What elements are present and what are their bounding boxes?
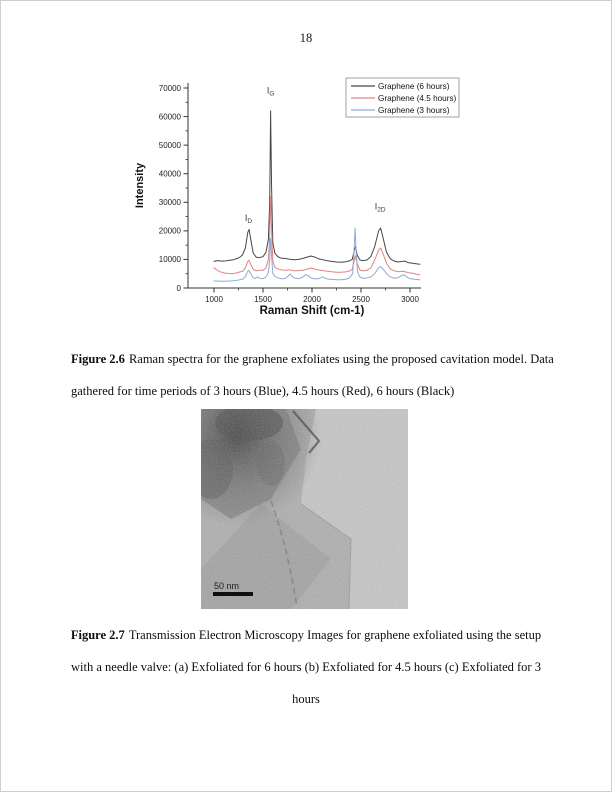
svg-text:50000: 50000 xyxy=(158,140,181,150)
svg-text:10000: 10000 xyxy=(158,255,181,265)
caption-text: Transmission Electron Microscopy Images for graphene exfoliated using the setup xyxy=(128,628,542,642)
legend-entry: Graphene (3 hours) xyxy=(378,105,450,115)
caption-text: Raman spectra for the graphene exfoliates using the proposed cavitation model. Data xyxy=(128,352,554,366)
svg-text:1500: 1500 xyxy=(254,295,272,304)
tem-scale-bar-label: 50 nm xyxy=(214,581,240,591)
caption-line xyxy=(71,343,554,375)
tem-noise-texture xyxy=(201,409,408,609)
legend-entry: Graphene (6 hours) xyxy=(378,81,450,91)
chart-legend xyxy=(346,78,459,117)
figure-2-7-image-area xyxy=(201,409,408,609)
peak-annotation-d: $I_D$ xyxy=(244,212,253,225)
figure-2-6-caption xyxy=(71,343,554,407)
y-axis-label: Intensity xyxy=(134,162,146,209)
caption-line: with a needle valve: (a) Exfoliated for 6 hours (b) Exfoliated for 4.5 hours (c) Exfoliated for 3 xyxy=(71,660,541,674)
svg-text:30000: 30000 xyxy=(158,198,181,208)
legend-entry: Graphene (4.5 hours) xyxy=(378,93,457,103)
figure-2-7-caption xyxy=(63,619,549,715)
caption-line xyxy=(63,619,549,651)
svg-text:1000: 1000 xyxy=(205,295,223,304)
svg-text:20000: 20000 xyxy=(158,226,181,236)
svg-text:60000: 60000 xyxy=(158,112,181,122)
svg-text:2500: 2500 xyxy=(352,295,370,304)
series-graphene-6-hours- xyxy=(214,111,420,264)
series-graphene-3-hours- xyxy=(214,228,420,281)
tem-image xyxy=(201,409,408,609)
figure-2-6-chart-area xyxy=(129,57,469,329)
svg-text:70000: 70000 xyxy=(158,83,181,93)
peak-annotation-g: $I_G$ xyxy=(266,85,275,98)
figure-2-7-label: Figure 2.7 xyxy=(70,628,125,642)
raman-spectra-chart xyxy=(129,57,469,329)
tem-scale-bar xyxy=(213,592,253,596)
series-graphene-4-5-hours- xyxy=(214,197,420,275)
peak-annotation-2d: $I_{2D}$ xyxy=(374,201,386,214)
svg-text:40000: 40000 xyxy=(158,169,181,179)
figure-2-6-label: Figure 2.6 xyxy=(71,352,125,366)
caption-line: hours xyxy=(292,692,320,706)
x-axis-label: Raman Shift (cm-1) xyxy=(259,305,365,317)
svg-text:2000: 2000 xyxy=(303,295,321,304)
caption-line: gathered for time periods of 3 hours (Blue), 4.5 hours (Red), 6 hours (Black) xyxy=(71,384,455,398)
svg-text:3000: 3000 xyxy=(401,295,419,304)
svg-text:0: 0 xyxy=(176,283,181,293)
page-number: 18 xyxy=(299,31,313,45)
